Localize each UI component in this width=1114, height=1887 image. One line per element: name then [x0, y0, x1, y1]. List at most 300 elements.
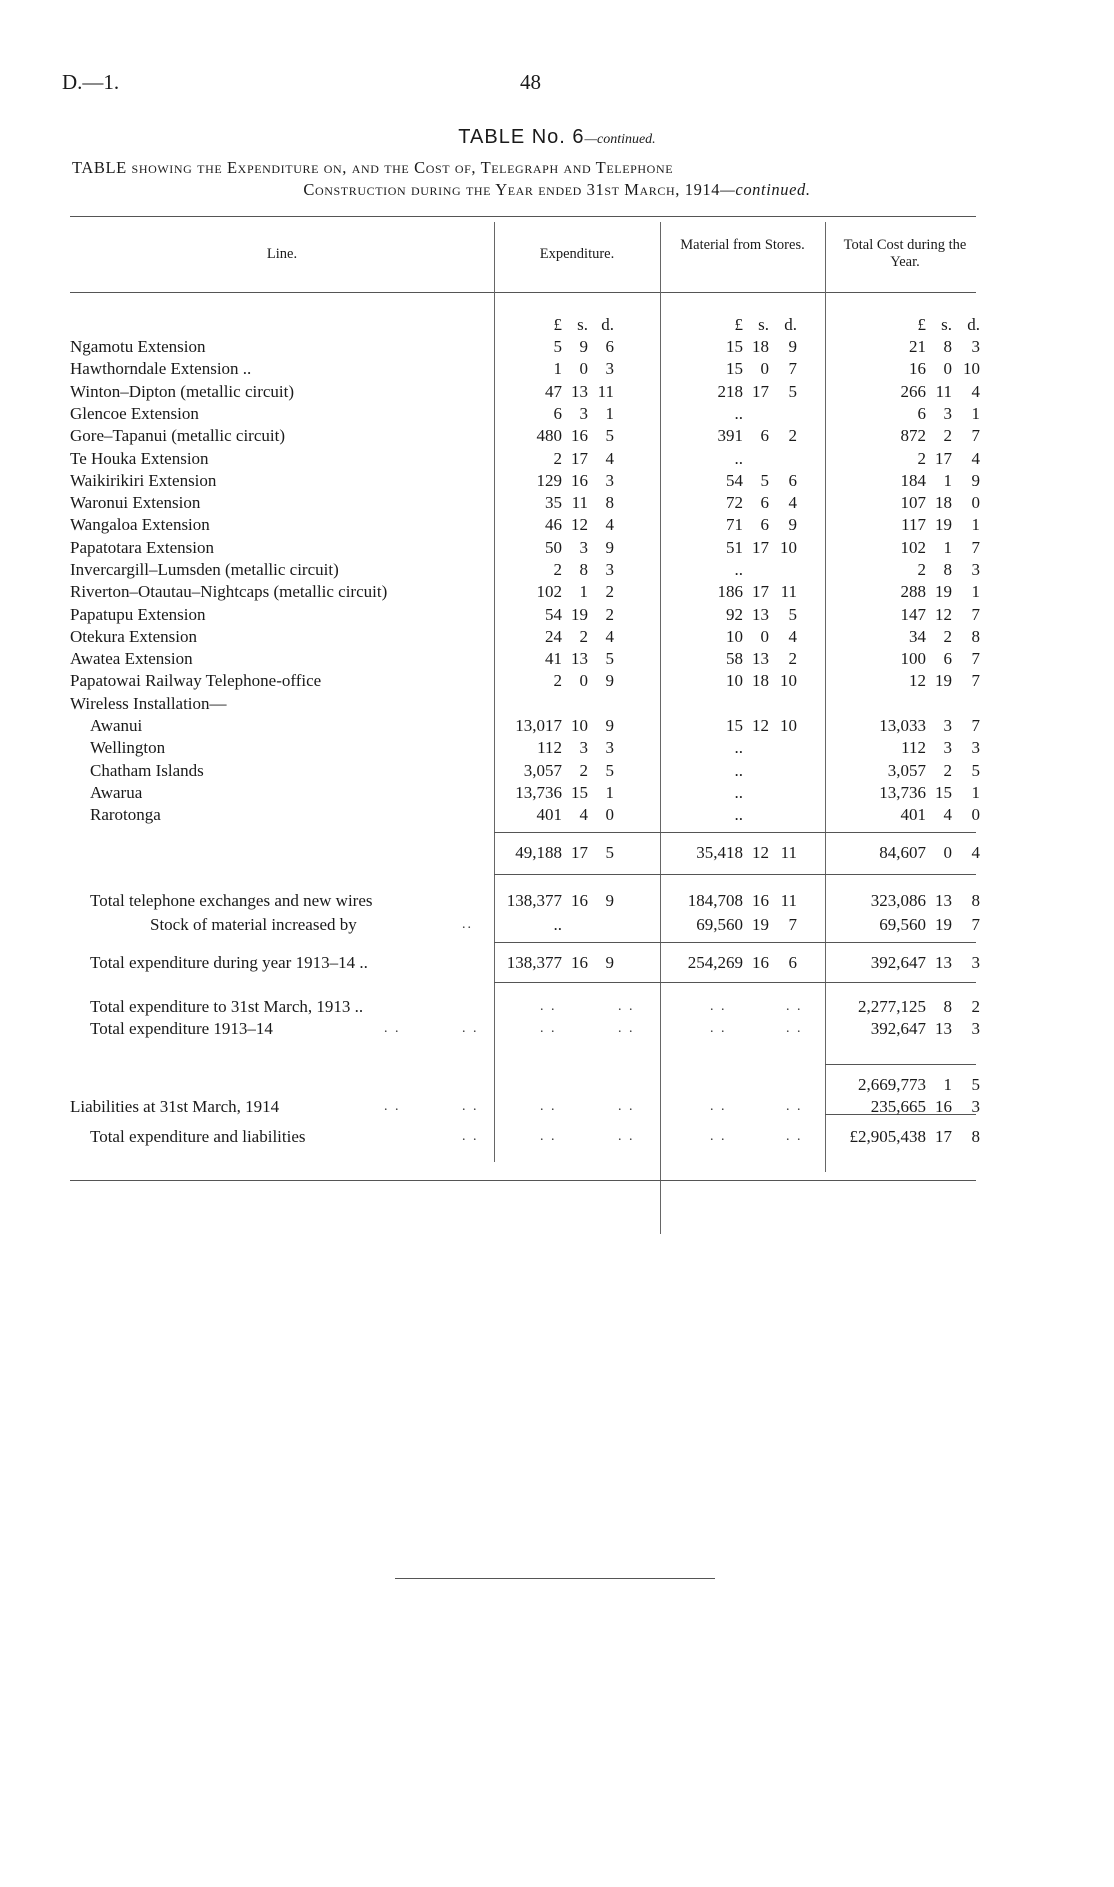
- row-5-exp-d-cell: [588, 448, 614, 470]
- row-9-exp-s: 3: [579, 538, 588, 557]
- exp-1913-leader-5: . .: [710, 1021, 727, 1036]
- wireless-2-tot-l: 3,057: [887, 761, 926, 780]
- row-9-mat-s: 17: [752, 538, 769, 557]
- row-7-mat-d: 4: [788, 493, 797, 512]
- wireless-4-tot-d-cell: [952, 804, 980, 826]
- wireless-1-tot-s: 3: [943, 738, 952, 757]
- row-0-tot-s-cell: [926, 336, 952, 358]
- row-6-mat-s: 5: [760, 471, 769, 490]
- wireless-1-tot-s-cell: [926, 737, 952, 759]
- wireless-0-tot-s-cell: [926, 715, 952, 737]
- line-label: Winton–Dipton (metallic circuit): [70, 382, 295, 401]
- row-13-mat-l: 10: [726, 627, 743, 646]
- liabilities-tot-s: 16: [935, 1097, 952, 1116]
- row-3-exp-d: 1: [605, 404, 614, 423]
- row-15-tot-d: 7: [971, 671, 980, 690]
- wireless-4-exp-l: 401: [536, 805, 562, 824]
- row-2-exp-s-cell: [562, 381, 588, 403]
- wireless-0-exp-s-cell: [562, 715, 588, 737]
- wireless-3-mat-l: ..: [734, 783, 743, 802]
- wireless-2-exp-d: 5: [605, 761, 614, 780]
- row-9-tot-s: 1: [943, 538, 952, 557]
- row-9-exp-l: 50: [545, 538, 562, 557]
- row-14-tot-s: 6: [943, 649, 952, 668]
- wireless-0-mat-d-cell: [769, 715, 797, 737]
- wireless-label: Awarua: [90, 783, 143, 802]
- row-15-mat-s: 18: [752, 671, 769, 690]
- row-5-exp-s: 17: [571, 449, 588, 468]
- row-13-exp-d-cell: [588, 626, 614, 648]
- row-4-tot-d: 7: [971, 426, 980, 445]
- row-11-tot-d-cell: [952, 581, 980, 603]
- row-7-tot-s-cell: [926, 492, 952, 514]
- liabilities-leader-3: . .: [540, 1099, 557, 1114]
- row-14-exp-s: 13: [571, 649, 588, 668]
- table-row: [0, 804, 1114, 826]
- wireless-0-tot-l-cell: [868, 715, 926, 737]
- table-row: [0, 648, 1114, 670]
- row-1-tot-d-cell: [952, 358, 980, 380]
- wireless-label: Awanui: [90, 716, 143, 735]
- sum-rule: [825, 1064, 976, 1065]
- wireless-4-mat-l: ..: [734, 805, 743, 824]
- row-6-mat-d-cell: [769, 470, 797, 492]
- telephone-row: [0, 890, 1114, 912]
- row-10-exp-s: 8: [579, 560, 588, 579]
- row-3-exp-l-cell: [504, 403, 562, 425]
- row-11-exp-l: 102: [536, 582, 562, 601]
- wireless-0-exp-l: 13,017: [515, 716, 562, 735]
- unit-shilling: [743, 314, 769, 336]
- wireless-4-exp-l-cell: [504, 804, 562, 826]
- table-row: [0, 737, 1114, 759]
- table-row: [0, 782, 1114, 804]
- header-expenditure: Expenditure.: [539, 246, 615, 262]
- row-1-tot-l: 16: [909, 359, 926, 378]
- to-date-tot-s: 8: [943, 997, 952, 1016]
- wireless-3-tot-s-cell: [926, 782, 952, 804]
- row-9-exp-s-cell: [562, 537, 588, 559]
- row-6-tot-l-cell: [868, 470, 926, 492]
- table-row: [0, 760, 1114, 782]
- row-3-exp-s: 3: [579, 404, 588, 423]
- yeartotal-bottom-rule: [494, 982, 976, 983]
- unit-pound-mat: £: [734, 315, 743, 334]
- row-14-exp-d: 5: [605, 649, 614, 668]
- row-9-exp-d: 9: [605, 538, 614, 557]
- row-9-mat-d: 10: [780, 538, 797, 557]
- row-3-exp-s-cell: [562, 403, 588, 425]
- row-0-tot-l: 21: [909, 337, 926, 356]
- row-12-exp-d-cell: [588, 604, 614, 626]
- row-5-mat-l: ..: [734, 449, 743, 468]
- document-reference: D.—1.: [62, 70, 120, 94]
- wireless-1-exp-s: 3: [579, 738, 588, 757]
- row-6-tot-d: 9: [971, 471, 980, 490]
- row-2-tot-l: 266: [900, 382, 926, 401]
- subtotal-mat-l: 35,418: [696, 843, 743, 862]
- footer-rule: [395, 1578, 715, 1579]
- grand-total-row: [0, 1126, 1114, 1148]
- wireless-2-tot-s: 2: [943, 761, 952, 780]
- year-total-row: [0, 952, 1114, 974]
- table-row: [0, 403, 1114, 425]
- wireless-2-tot-s-cell: [926, 760, 952, 782]
- row-14-mat-l: 58: [726, 649, 743, 668]
- row-8-exp-d-cell: [588, 514, 614, 536]
- row-5-tot-l-cell: [868, 448, 926, 470]
- row-0-tot-d-cell: [952, 336, 980, 358]
- wireless-0-mat-s-cell: [743, 715, 769, 737]
- grand-leader-2: . .: [540, 1129, 557, 1144]
- line-label: Papatotara Extension: [70, 538, 214, 557]
- row-2-mat-d: 5: [788, 382, 797, 401]
- row-4-mat-s-cell: [743, 425, 769, 447]
- table-row: [0, 581, 1114, 603]
- telephone-exp-l: 138,377: [506, 891, 562, 910]
- line-label: Hawthorndale Extension ..: [70, 359, 252, 378]
- wireless-1-exp-s-cell: [562, 737, 588, 759]
- exp-1913-leader-3: . .: [540, 1021, 557, 1036]
- row-13-exp-d: 4: [605, 627, 614, 646]
- row-5-tot-l: 2: [917, 449, 926, 468]
- table-top-rule: [70, 216, 976, 217]
- row-0-mat-d: 9: [788, 337, 797, 356]
- row-5-exp-l: 2: [553, 449, 562, 468]
- stock-tot-d: 7: [971, 915, 980, 934]
- row-1-exp-l: 1: [553, 359, 562, 378]
- wireless-4-tot-l: 401: [900, 805, 926, 824]
- row-7-mat-l: 72: [726, 493, 743, 512]
- row-7-mat-l-cell: [685, 492, 743, 514]
- row-12-mat-l: 92: [726, 605, 743, 624]
- line-label: Gore–Tapanui (metallic circuit): [70, 426, 285, 445]
- row-7-tot-s: 18: [935, 493, 952, 512]
- row-0-mat-s-cell: [743, 336, 769, 358]
- stock-exp-l: ..: [553, 915, 562, 934]
- row-4-exp-l-cell: [504, 425, 562, 447]
- subtotal-exp-d: 5: [605, 843, 614, 862]
- row-12-exp-l: 54: [545, 605, 562, 624]
- row-3-tot-s: 3: [943, 404, 952, 423]
- row-9-tot-d-cell: [952, 537, 980, 559]
- sum1-row: [0, 1074, 1114, 1096]
- row-0-exp-l-cell: [504, 336, 562, 358]
- table-caption-line2: [0, 180, 1114, 200]
- row-0-exp-s-cell: [562, 336, 588, 358]
- row-7-mat-d-cell: [769, 492, 797, 514]
- unit-pound: [868, 314, 926, 336]
- row-1-exp-l-cell: [504, 358, 562, 380]
- stock-tot-l: 69,560: [879, 915, 926, 934]
- row-15-tot-l-cell: [868, 670, 926, 692]
- row-6-exp-d-cell: [588, 470, 614, 492]
- unit-shilling: [562, 314, 588, 336]
- row-4-mat-l-cell: [685, 425, 743, 447]
- unit-pence: [952, 314, 980, 336]
- table-title: [0, 126, 1114, 149]
- row-13-mat-d-cell: [769, 626, 797, 648]
- line-label: Awatea Extension: [70, 649, 193, 668]
- row-8-mat-s: 6: [760, 515, 769, 534]
- to-date-row: [0, 996, 1114, 1018]
- unit-shilling: [926, 314, 952, 336]
- unit-pound: [504, 314, 562, 336]
- row-15-exp-l-cell: [504, 670, 562, 692]
- wireless-2-exp-l: 3,057: [523, 761, 562, 780]
- row-2-mat-l-cell: [685, 381, 743, 403]
- wireless-0-mat-l-cell: [685, 715, 743, 737]
- table-bottom-rule: [70, 1180, 976, 1181]
- grand-total-tot-d: 8: [971, 1127, 980, 1146]
- wireless-3-exp-l-cell: [504, 782, 562, 804]
- wireless-4-tot-d: 0: [971, 805, 980, 824]
- table-row: [0, 514, 1114, 536]
- wireless-0-tot-s: 3: [943, 716, 952, 735]
- row-1-tot-d: 10: [963, 359, 980, 378]
- line-label: Waikirikiri Extension: [70, 471, 217, 490]
- caption-line2-text: Construction during the Year ended 31st March, 1914: [303, 180, 721, 199]
- wireless-1-mat-l-cell: [685, 737, 743, 759]
- line-label: Papatowai Railway Telephone-office: [70, 671, 322, 690]
- year-total-mat-d: 6: [788, 953, 797, 972]
- liabilities-tot-d: 3: [971, 1097, 980, 1116]
- row-14-tot-l: 100: [900, 649, 926, 668]
- row-5-tot-s: 17: [935, 449, 952, 468]
- row-2-exp-d: 11: [597, 382, 614, 401]
- row-6-exp-l-cell: [504, 470, 562, 492]
- wireless-3-tot-d-cell: [952, 782, 980, 804]
- row-2-exp-s: 13: [571, 382, 588, 401]
- grand-total-tot-l: £2,905,438: [849, 1127, 926, 1146]
- wireless-3-tot-s: 15: [935, 783, 952, 802]
- row-15-exp-s: 0: [579, 671, 588, 690]
- caption-line2-suffix: —continued.: [720, 180, 811, 199]
- row-8-tot-s-cell: [926, 514, 952, 536]
- row-12-tot-l-cell: [868, 604, 926, 626]
- row-0-mat-l: 15: [726, 337, 743, 356]
- row-0-exp-d: 6: [605, 337, 614, 356]
- to-date-tot-l: 2,277,125: [858, 997, 926, 1016]
- row-4-tot-l-cell: [868, 425, 926, 447]
- row-1-tot-s-cell: [926, 358, 952, 380]
- row-13-tot-d: 8: [971, 627, 980, 646]
- table-row: [0, 537, 1114, 559]
- row-14-mat-d-cell: [769, 648, 797, 670]
- row-8-exp-d: 4: [605, 515, 614, 534]
- row-12-tot-d-cell: [952, 604, 980, 626]
- row-11-tot-s-cell: [926, 581, 952, 603]
- row-7-exp-s: 11: [571, 493, 588, 512]
- row-10-tot-l-cell: [868, 559, 926, 581]
- telephone-label: Total telephone exchanges and new wires: [90, 891, 373, 910]
- to-date-label: Total expenditure to 31st March, 1913 ..: [90, 997, 364, 1016]
- wireless-0-exp-d: 9: [605, 716, 614, 735]
- row-7-exp-s-cell: [562, 492, 588, 514]
- table-title-suffix: —continued.: [584, 132, 656, 147]
- row-8-mat-s-cell: [743, 514, 769, 536]
- subtotal-tot-d: 4: [971, 843, 980, 862]
- stock-tot-s: 19: [935, 915, 952, 934]
- row-7-exp-l: 35: [545, 493, 562, 512]
- stock-leader: ..: [462, 917, 473, 932]
- row-11-tot-s: 19: [935, 582, 952, 601]
- row-3-exp-d-cell: [588, 403, 614, 425]
- row-0-exp-s: 9: [579, 337, 588, 356]
- row-4-mat-d-cell: [769, 425, 797, 447]
- row-2-mat-s: 17: [752, 382, 769, 401]
- row-14-exp-l-cell: [504, 648, 562, 670]
- row-12-mat-l-cell: [685, 604, 743, 626]
- row-3-tot-l: 6: [917, 404, 926, 423]
- wireless-0-tot-d: 7: [971, 716, 980, 735]
- wireless-2-exp-l-cell: [504, 760, 562, 782]
- to-date-tot-d: 2: [971, 997, 980, 1016]
- row-12-tot-d: 7: [971, 605, 980, 624]
- wireless-heading-row: [0, 693, 1114, 715]
- wireless-2-mat-l-cell: [685, 760, 743, 782]
- year-total-mat-l: 254,269: [687, 953, 743, 972]
- wireless-4-tot-l-cell: [868, 804, 926, 826]
- row-7-tot-d-cell: [952, 492, 980, 514]
- row-3-tot-d: 1: [971, 404, 980, 423]
- row-8-exp-s-cell: [562, 514, 588, 536]
- row-15-mat-d: 10: [780, 671, 797, 690]
- row-15-exp-d: 9: [605, 671, 614, 690]
- to-date-leader-3: . .: [710, 999, 727, 1014]
- line-label: Papatupu Extension: [70, 605, 206, 624]
- wireless-0-mat-s: 12: [752, 716, 769, 735]
- row-2-mat-l: 218: [717, 382, 743, 401]
- row-12-mat-s: 13: [752, 605, 769, 624]
- exp-1913-tot-l: 392,647: [870, 1019, 926, 1038]
- wireless-3-exp-s: 15: [571, 783, 588, 802]
- row-13-mat-l-cell: [685, 626, 743, 648]
- row-2-mat-s-cell: [743, 381, 769, 403]
- subtotal-bottom-rule: [494, 874, 976, 875]
- unit-pence: [588, 314, 614, 336]
- row-4-exp-s: 16: [571, 426, 588, 445]
- row-14-tot-d: 7: [971, 649, 980, 668]
- wireless-2-tot-d-cell: [952, 760, 980, 782]
- row-6-mat-d: 6: [788, 471, 797, 490]
- subtotal-tot-s: 0: [943, 843, 952, 862]
- row-6-mat-l: 54: [726, 471, 743, 490]
- telephone-exp-s: 16: [571, 891, 588, 910]
- row-10-exp-l-cell: [504, 559, 562, 581]
- row-2-tot-s: 11: [935, 382, 952, 401]
- row-13-exp-l: 24: [545, 627, 562, 646]
- row-14-tot-l-cell: [868, 648, 926, 670]
- stock-label: Stock of material increased by: [150, 915, 357, 934]
- liabilities-leader-6: . .: [786, 1099, 803, 1114]
- row-8-tot-d: 1: [971, 515, 980, 534]
- row-11-tot-d: 1: [971, 582, 980, 601]
- row-11-exp-s: 1: [579, 582, 588, 601]
- row-4-tot-l: 872: [900, 426, 926, 445]
- wireless-4-exp-d-cell: [588, 804, 614, 826]
- row-3-tot-l-cell: [868, 403, 926, 425]
- wireless-4-tot-s-cell: [926, 804, 952, 826]
- row-0-tot-d: 3: [971, 337, 980, 356]
- row-1-mat-s: 0: [760, 359, 769, 378]
- row-11-exp-l-cell: [504, 581, 562, 603]
- row-6-tot-d-cell: [952, 470, 980, 492]
- row-4-tot-s: 2: [943, 426, 952, 445]
- row-2-tot-d: 4: [971, 382, 980, 401]
- wireless-3-exp-l: 13,736: [515, 783, 562, 802]
- year-total-tot-d: 3: [971, 953, 980, 972]
- grand-leader-4: . .: [710, 1129, 727, 1144]
- row-1-exp-d-cell: [588, 358, 614, 380]
- line-label: Otekura Extension: [70, 627, 197, 646]
- subtotal-exp-s: 17: [571, 843, 588, 862]
- row-1-mat-d-cell: [769, 358, 797, 380]
- row-6-exp-d: 3: [605, 471, 614, 490]
- row-8-mat-l: 71: [726, 515, 743, 534]
- row-13-mat-s: 0: [760, 627, 769, 646]
- row-13-mat-d: 4: [788, 627, 797, 646]
- row-15-exp-l: 2: [553, 671, 562, 690]
- line-label: Ngamotu Extension: [70, 337, 206, 356]
- row-10-exp-s-cell: [562, 559, 588, 581]
- row-12-tot-l: 147: [900, 605, 926, 624]
- to-date-leader-2: . .: [618, 999, 635, 1014]
- row-14-exp-l: 41: [545, 649, 562, 668]
- subtotal-rule: [494, 832, 976, 833]
- row-12-tot-s-cell: [926, 604, 952, 626]
- liabilities-label: Liabilities at 31st March, 1914: [70, 1097, 280, 1116]
- table-row: [0, 470, 1114, 492]
- row-10-exp-d: 3: [605, 560, 614, 579]
- telephone-exp-d: 9: [605, 891, 614, 910]
- telephone-mat-s: 16: [752, 891, 769, 910]
- row-6-tot-s: 1: [943, 471, 952, 490]
- wireless-2-mat-l: ..: [734, 761, 743, 780]
- subtotal-mat-s: 12: [752, 843, 769, 862]
- row-0-mat-l-cell: [685, 336, 743, 358]
- wireless-label: Chatham Islands: [90, 761, 204, 780]
- table-row: [0, 626, 1114, 648]
- wireless-label: Rarotonga: [90, 805, 161, 824]
- table-row: [0, 425, 1114, 447]
- stock-mat-d: 7: [788, 915, 797, 934]
- grand-leader-1: . .: [462, 1129, 479, 1144]
- row-15-mat-l: 10: [726, 671, 743, 690]
- row-12-exp-l-cell: [504, 604, 562, 626]
- wireless-2-tot-d: 5: [971, 761, 980, 780]
- row-7-tot-l: 107: [900, 493, 926, 512]
- telephone-tot-d: 8: [971, 891, 980, 910]
- unit-shilling-mat: s.: [758, 315, 769, 334]
- row-14-mat-s: 13: [752, 649, 769, 668]
- row-11-tot-l-cell: [868, 581, 926, 603]
- row-15-tot-l: 12: [909, 671, 926, 690]
- row-14-mat-d: 2: [788, 649, 797, 668]
- wireless-1-exp-d-cell: [588, 737, 614, 759]
- header-line: Line.: [266, 246, 298, 262]
- wireless-4-tot-s: 4: [943, 805, 952, 824]
- row-7-exp-d-cell: [588, 492, 614, 514]
- row-13-exp-s: 2: [579, 627, 588, 646]
- row-10-mat-l-cell: [685, 559, 743, 581]
- telephone-tot-l: 323,086: [870, 891, 926, 910]
- wireless-3-tot-l: 13,736: [879, 783, 926, 802]
- row-4-mat-l: 391: [717, 426, 743, 445]
- row-9-mat-d-cell: [769, 537, 797, 559]
- wireless-0-exp-d-cell: [588, 715, 614, 737]
- row-1-exp-s-cell: [562, 358, 588, 380]
